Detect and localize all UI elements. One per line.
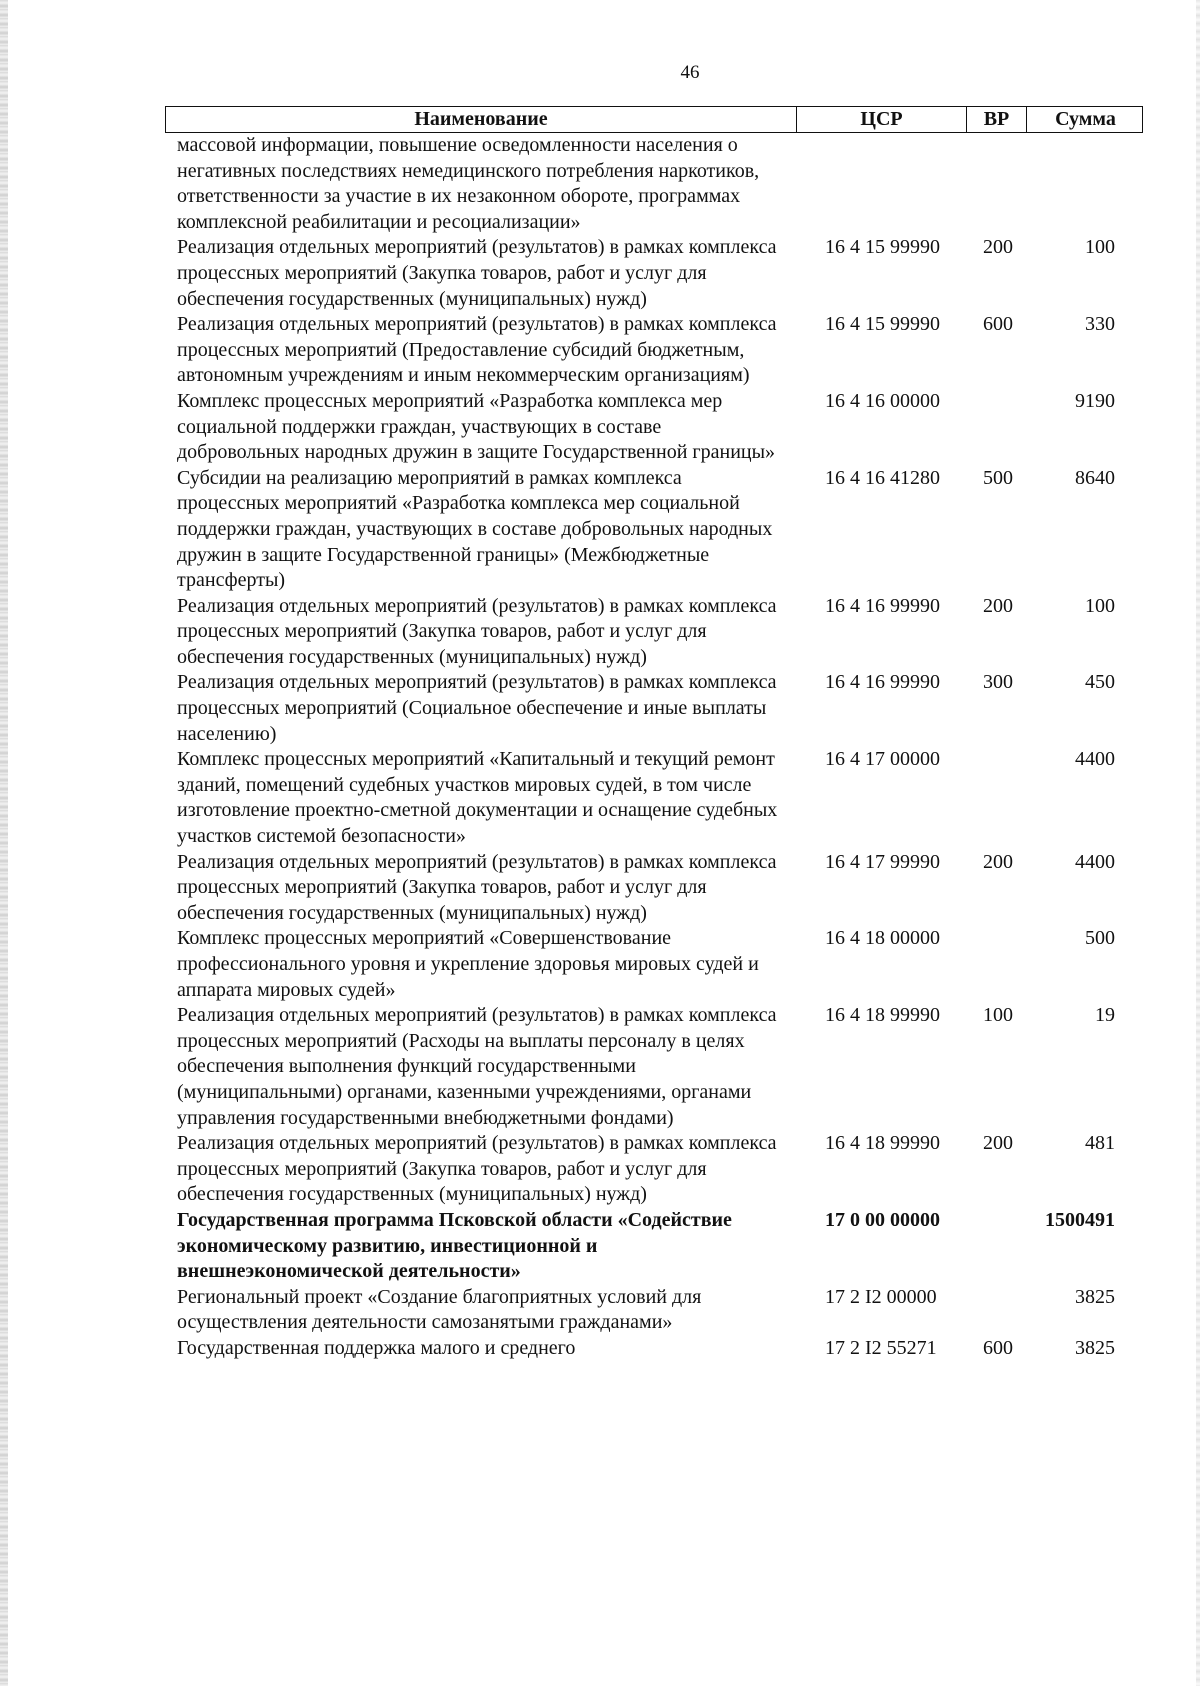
table-header <box>165 106 1143 133</box>
row-name-cell: Комплекс процессных мероприятий «Совершенствование профессионального уровня и укрепление здоровья мировых судей и аппарата мировых судей» <box>177 927 759 1001</box>
budget-table <box>165 106 1143 1362</box>
table-row <box>165 670 1143 747</box>
row-csr-cell: 16 4 17 00000 <box>825 748 940 771</box>
table-row <box>165 850 1143 927</box>
table-row <box>165 133 1143 235</box>
row-csr-cell <box>795 133 965 235</box>
table-row <box>165 312 1143 389</box>
table-row <box>165 1131 1143 1208</box>
header-csr: ЦСР <box>796 107 966 132</box>
row-sum-cell: 481 <box>1085 1132 1115 1155</box>
row-name-cell: Реализация отдельных мероприятий (результатов) в рамках комплекса процессных мероприятий (Социальное обеспечение и иные выплаты населению) <box>177 671 777 745</box>
row-name-cell: Реализация отдельных мероприятий (результатов) в рамках комплекса процессных мероприятий (Закупка товаров, работ и услуг для обеспечения государственных (муниципальных) нужд) <box>177 236 777 310</box>
row-csr-cell: 16 4 16 99990 <box>825 671 940 694</box>
table-row <box>165 1285 1143 1336</box>
row-vr-cell: 200 <box>983 1132 1013 1155</box>
row-csr-cell: 16 4 16 99990 <box>825 594 940 617</box>
row-csr-cell: 16 4 18 00000 <box>825 927 940 950</box>
row-sum-cell: 19 <box>1095 1004 1115 1027</box>
row-csr-cell: 16 4 15 99990 <box>825 236 940 259</box>
row-name-cell: Государственная поддержка малого и среднего <box>177 1336 576 1359</box>
row-sum-cell: 330 <box>1085 313 1115 336</box>
row-sum-cell: 9190 <box>1075 389 1115 412</box>
scan-edge-left <box>0 0 8 1686</box>
table-row <box>165 389 1143 466</box>
page-number: 46 <box>680 62 700 83</box>
row-csr-cell: 17 2 I2 55271 <box>825 1336 937 1359</box>
row-sum-cell: 100 <box>1085 236 1115 259</box>
header-sum: Сумма <box>1026 107 1144 132</box>
row-vr-cell: 500 <box>983 466 1013 489</box>
row-vr-cell: 100 <box>983 1004 1013 1027</box>
table-row <box>165 594 1143 671</box>
row-sum-cell: 4400 <box>1075 748 1115 771</box>
table-body <box>165 133 1143 1362</box>
row-vr-cell <box>965 926 1025 1003</box>
row-sum-cell: 3825 <box>1075 1336 1115 1359</box>
table-row <box>165 235 1143 312</box>
row-sum-cell: 1500491 <box>1045 1208 1115 1231</box>
row-vr-cell: 200 <box>983 594 1013 617</box>
table-row <box>165 466 1143 594</box>
row-csr-cell: 16 4 17 99990 <box>825 850 940 873</box>
row-vr-cell: 200 <box>983 850 1013 873</box>
row-vr-cell: 600 <box>983 1336 1013 1359</box>
row-name-cell: массовой информации, повышение осведомленности населения о негативных последствиях немедицинского потребления наркотиков, ответственности за участие в их незаконном обороте, программах комплексной реабилитации и ресоциализации» <box>177 134 760 233</box>
table-row <box>165 1336 1143 1362</box>
row-sum-cell: 8640 <box>1075 466 1115 489</box>
row-csr-cell: 16 4 16 00000 <box>825 389 940 412</box>
table-row <box>165 926 1143 1003</box>
row-vr-cell: 200 <box>983 236 1013 259</box>
row-sum-cell: 500 <box>1085 927 1115 950</box>
row-vr-cell: 300 <box>983 671 1013 694</box>
row-name-cell: Реализация отдельных мероприятий (результатов) в рамках комплекса процессных мероприятий (Предоставление субсидий бюджетным, автономным учреждениям и иным некоммерческим организациям) <box>177 313 777 387</box>
table-row <box>165 1208 1143 1285</box>
row-vr-cell <box>965 747 1025 849</box>
row-sum-cell: 450 <box>1085 671 1115 694</box>
header-name: Наименование <box>414 108 548 130</box>
row-csr-cell: 17 2 I2 00000 <box>825 1285 937 1308</box>
row-name-cell: Региональный проект «Создание благоприятных условий для осуществления деятельности самозанятыми гражданами» <box>177 1285 702 1334</box>
row-name-cell: Субсидии на реализацию мероприятий в рамках комплекса процессных мероприятий «Разработка комплекса мер социальной поддержки граждан, участвующих в составе добровольных народных дружин в защите Государственной границы» (Межбюджетные трансферты) <box>177 466 773 592</box>
row-name-cell: Реализация отдельных мероприятий (результатов) в рамках комплекса процессных мероприятий (Закупка товаров, работ и услуг для обеспечения государственных (муниципальных) нужд) <box>177 1132 777 1206</box>
row-sum-cell <box>1025 133 1143 235</box>
row-csr-cell: 16 4 18 99990 <box>825 1132 940 1155</box>
row-csr-cell: 16 4 15 99990 <box>825 313 940 336</box>
row-name-cell: Реализация отдельных мероприятий (результатов) в рамках комплекса процессных мероприятий (Закупка товаров, работ и услуг для обеспечения государственных (муниципальных) нужд) <box>177 594 777 668</box>
row-vr-cell <box>965 1208 1025 1285</box>
row-vr-cell: 600 <box>983 313 1013 336</box>
row-sum-cell: 100 <box>1085 594 1115 617</box>
table-row <box>165 747 1143 849</box>
scan-edge-right <box>1196 0 1200 1686</box>
row-sum-cell: 4400 <box>1075 850 1115 873</box>
row-name-cell: Комплекс процессных мероприятий «Капитальный и текущий ремонт зданий, помещений судебных участков мировых судей, в том числе изготовление проектно-сметной документации и оснащение судебных участков системой безопасности» <box>177 748 778 848</box>
row-csr-cell: 17 0 00 00000 <box>825 1208 940 1231</box>
row-name-cell: Реализация отдельных мероприятий (результатов) в рамках комплекса процессных мероприятий (Расходы на выплаты персоналу в целях обеспечения выполнения функций государственными (муниципальными) органами, казенными учреждениями, органами управления государственными внебюджетными фондами) <box>177 1004 777 1129</box>
row-name-cell: Реализация отдельных мероприятий (результатов) в рамках комплекса процессных мероприятий (Закупка товаров, работ и услуг для обеспечения государственных (муниципальных) нужд) <box>177 850 777 924</box>
table-row <box>165 1003 1143 1131</box>
row-sum-cell: 3825 <box>1075 1285 1115 1308</box>
row-vr-cell <box>965 389 1025 466</box>
row-vr-cell <box>965 1285 1025 1336</box>
row-vr-cell <box>965 133 1025 235</box>
header-vr: ВР <box>966 107 1026 132</box>
row-name-cell: Комплекс процессных мероприятий «Разработка комплекса мер социальной поддержки граждан, участвующих в составе добровольных народных дружин в защите Государственной границы» <box>177 389 776 464</box>
row-csr-cell: 16 4 18 99990 <box>825 1004 940 1027</box>
row-name-cell: Государственная программа Псковской области «Содействие экономическому развитию, инвестиционной и внешнеэкономической деятельности» <box>177 1208 732 1283</box>
row-csr-cell: 16 4 16 41280 <box>825 466 940 489</box>
